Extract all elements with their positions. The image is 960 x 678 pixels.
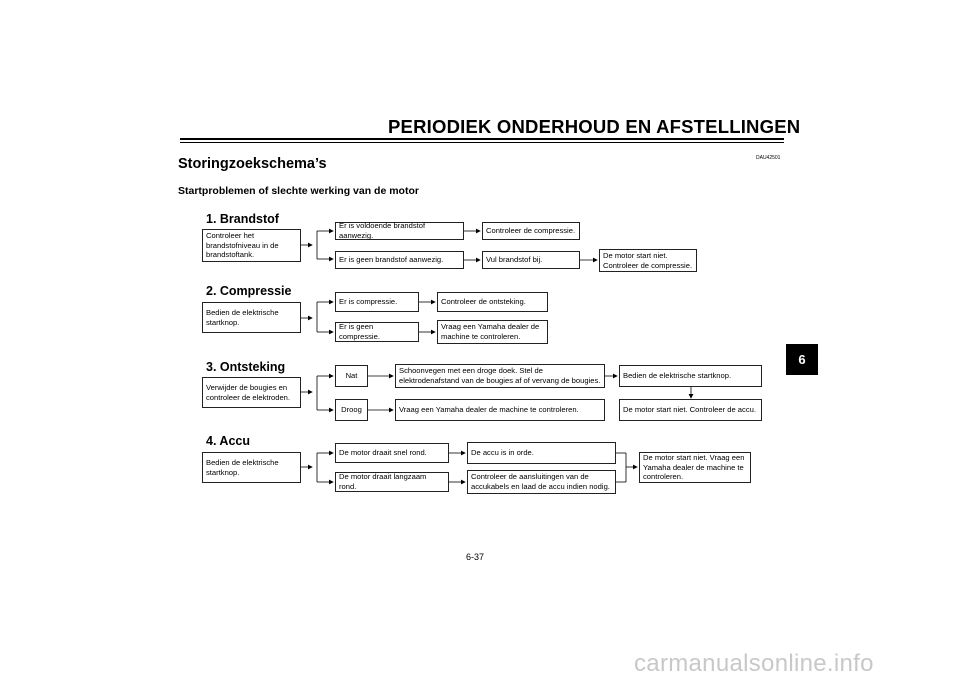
box-add-fuel-text: Vul brandstof bij.	[486, 255, 543, 265]
box-compression-ok-text: Er is compressie.	[339, 297, 398, 307]
box-battery-result-text: De motor start niet. Vraag een Yamaha dealer de machine te controleren.	[643, 453, 745, 482]
box-fuel-result	[599, 249, 697, 272]
box-engine-slow-text: De motor draait langzaam rond.	[339, 472, 427, 491]
page-number: 6-37	[466, 552, 485, 562]
box-check-compression	[482, 222, 580, 240]
box-engine-fast	[335, 443, 449, 463]
box-ask-dealer-compression-text: Vraag een Yamaha dealer de machine te controleren.	[441, 322, 540, 341]
section-title: Storingzoekschema’s	[178, 156, 327, 172]
box-check-fuel	[202, 229, 301, 262]
box-dry	[335, 399, 368, 421]
box-clean-plugs	[395, 364, 605, 388]
box-no-fuel-text: Er is geen brandstof aanwezig.	[339, 255, 444, 265]
box-press-start-again-text: Bedien de elektrische startknop.	[623, 371, 732, 381]
step-title-compressie: 2. Compressie	[206, 284, 292, 298]
box-check-fuel-text: Controleer het brandstofniveau in de brandstoftank.	[206, 231, 279, 260]
box-dry-text: Droog	[341, 405, 362, 415]
box-engine-slow	[335, 472, 449, 492]
box-add-fuel	[482, 251, 580, 269]
box-fuel-result-text: De motor start niet. Controleer de compressie.	[603, 250, 693, 270]
step-title-brandstof: 1. Brandstof	[206, 212, 279, 226]
box-remove-plugs	[202, 377, 301, 408]
box-wet	[335, 365, 368, 387]
box-fuel-present-text: Er is voldoende brandstof aanwezig.	[339, 221, 426, 240]
box-press-start	[202, 302, 301, 333]
box-ask-dealer-ignition	[395, 399, 605, 421]
box-press-start-again	[619, 365, 762, 387]
box-press-start-battery-text: Bedien de elektrische startknop.	[206, 457, 279, 477]
box-no-compression	[335, 322, 419, 342]
box-ask-dealer-ignition-text: Vraag een Yamaha dealer de machine te controleren.	[399, 405, 579, 415]
box-fuel-present	[335, 222, 464, 240]
box-remove-plugs-text: Verwijder de bougies en controleer de elektroden.	[206, 382, 291, 402]
box-clean-plugs-text: Schoonvegen met een droge doek. Stel de elektrodenafstand van de bougies af of vervang de bougies.	[399, 366, 601, 385]
box-battery-result	[639, 452, 751, 483]
watermark: carmanualsonline.info	[634, 650, 874, 677]
step-title-ontsteking: 3. Ontsteking	[206, 360, 286, 374]
section-code: DAU42501	[756, 155, 781, 161]
box-battery-ok	[467, 442, 616, 464]
chapter-tab: 6	[786, 344, 818, 375]
box-no-compression-text: Er is geen compressie.	[339, 322, 380, 341]
box-check-cables-text: Controleer de aansluitingen van de accukabels en laad de accu indien nodig.	[471, 472, 610, 491]
box-check-cables	[467, 470, 616, 494]
box-no-fuel	[335, 251, 464, 269]
box-engine-fast-text: De motor draait snel rond.	[339, 448, 427, 458]
box-check-compression-text: Controleer de compressie.	[486, 226, 576, 236]
box-check-battery	[619, 399, 762, 421]
box-press-start-text: Bedien de elektrische startknop.	[206, 307, 279, 327]
box-press-start-battery	[202, 452, 301, 483]
box-check-ignition-text: Controleer de ontsteking.	[441, 297, 526, 307]
box-compression-ok	[335, 292, 419, 312]
box-check-ignition	[437, 292, 548, 312]
page-title: PERIODIEK ONDERHOUD EN AFSTELLINGEN	[388, 116, 801, 137]
box-wet-text: Nat	[345, 371, 358, 381]
box-battery-ok-text: De accu is in orde.	[471, 448, 534, 458]
subtitle: Startproblemen of slechte werking van de motor	[178, 185, 419, 197]
box-ask-dealer-compression	[437, 320, 548, 344]
box-check-battery-text: De motor start niet. Controleer de accu.	[623, 405, 756, 415]
step-title-accu: 4. Accu	[206, 434, 251, 448]
